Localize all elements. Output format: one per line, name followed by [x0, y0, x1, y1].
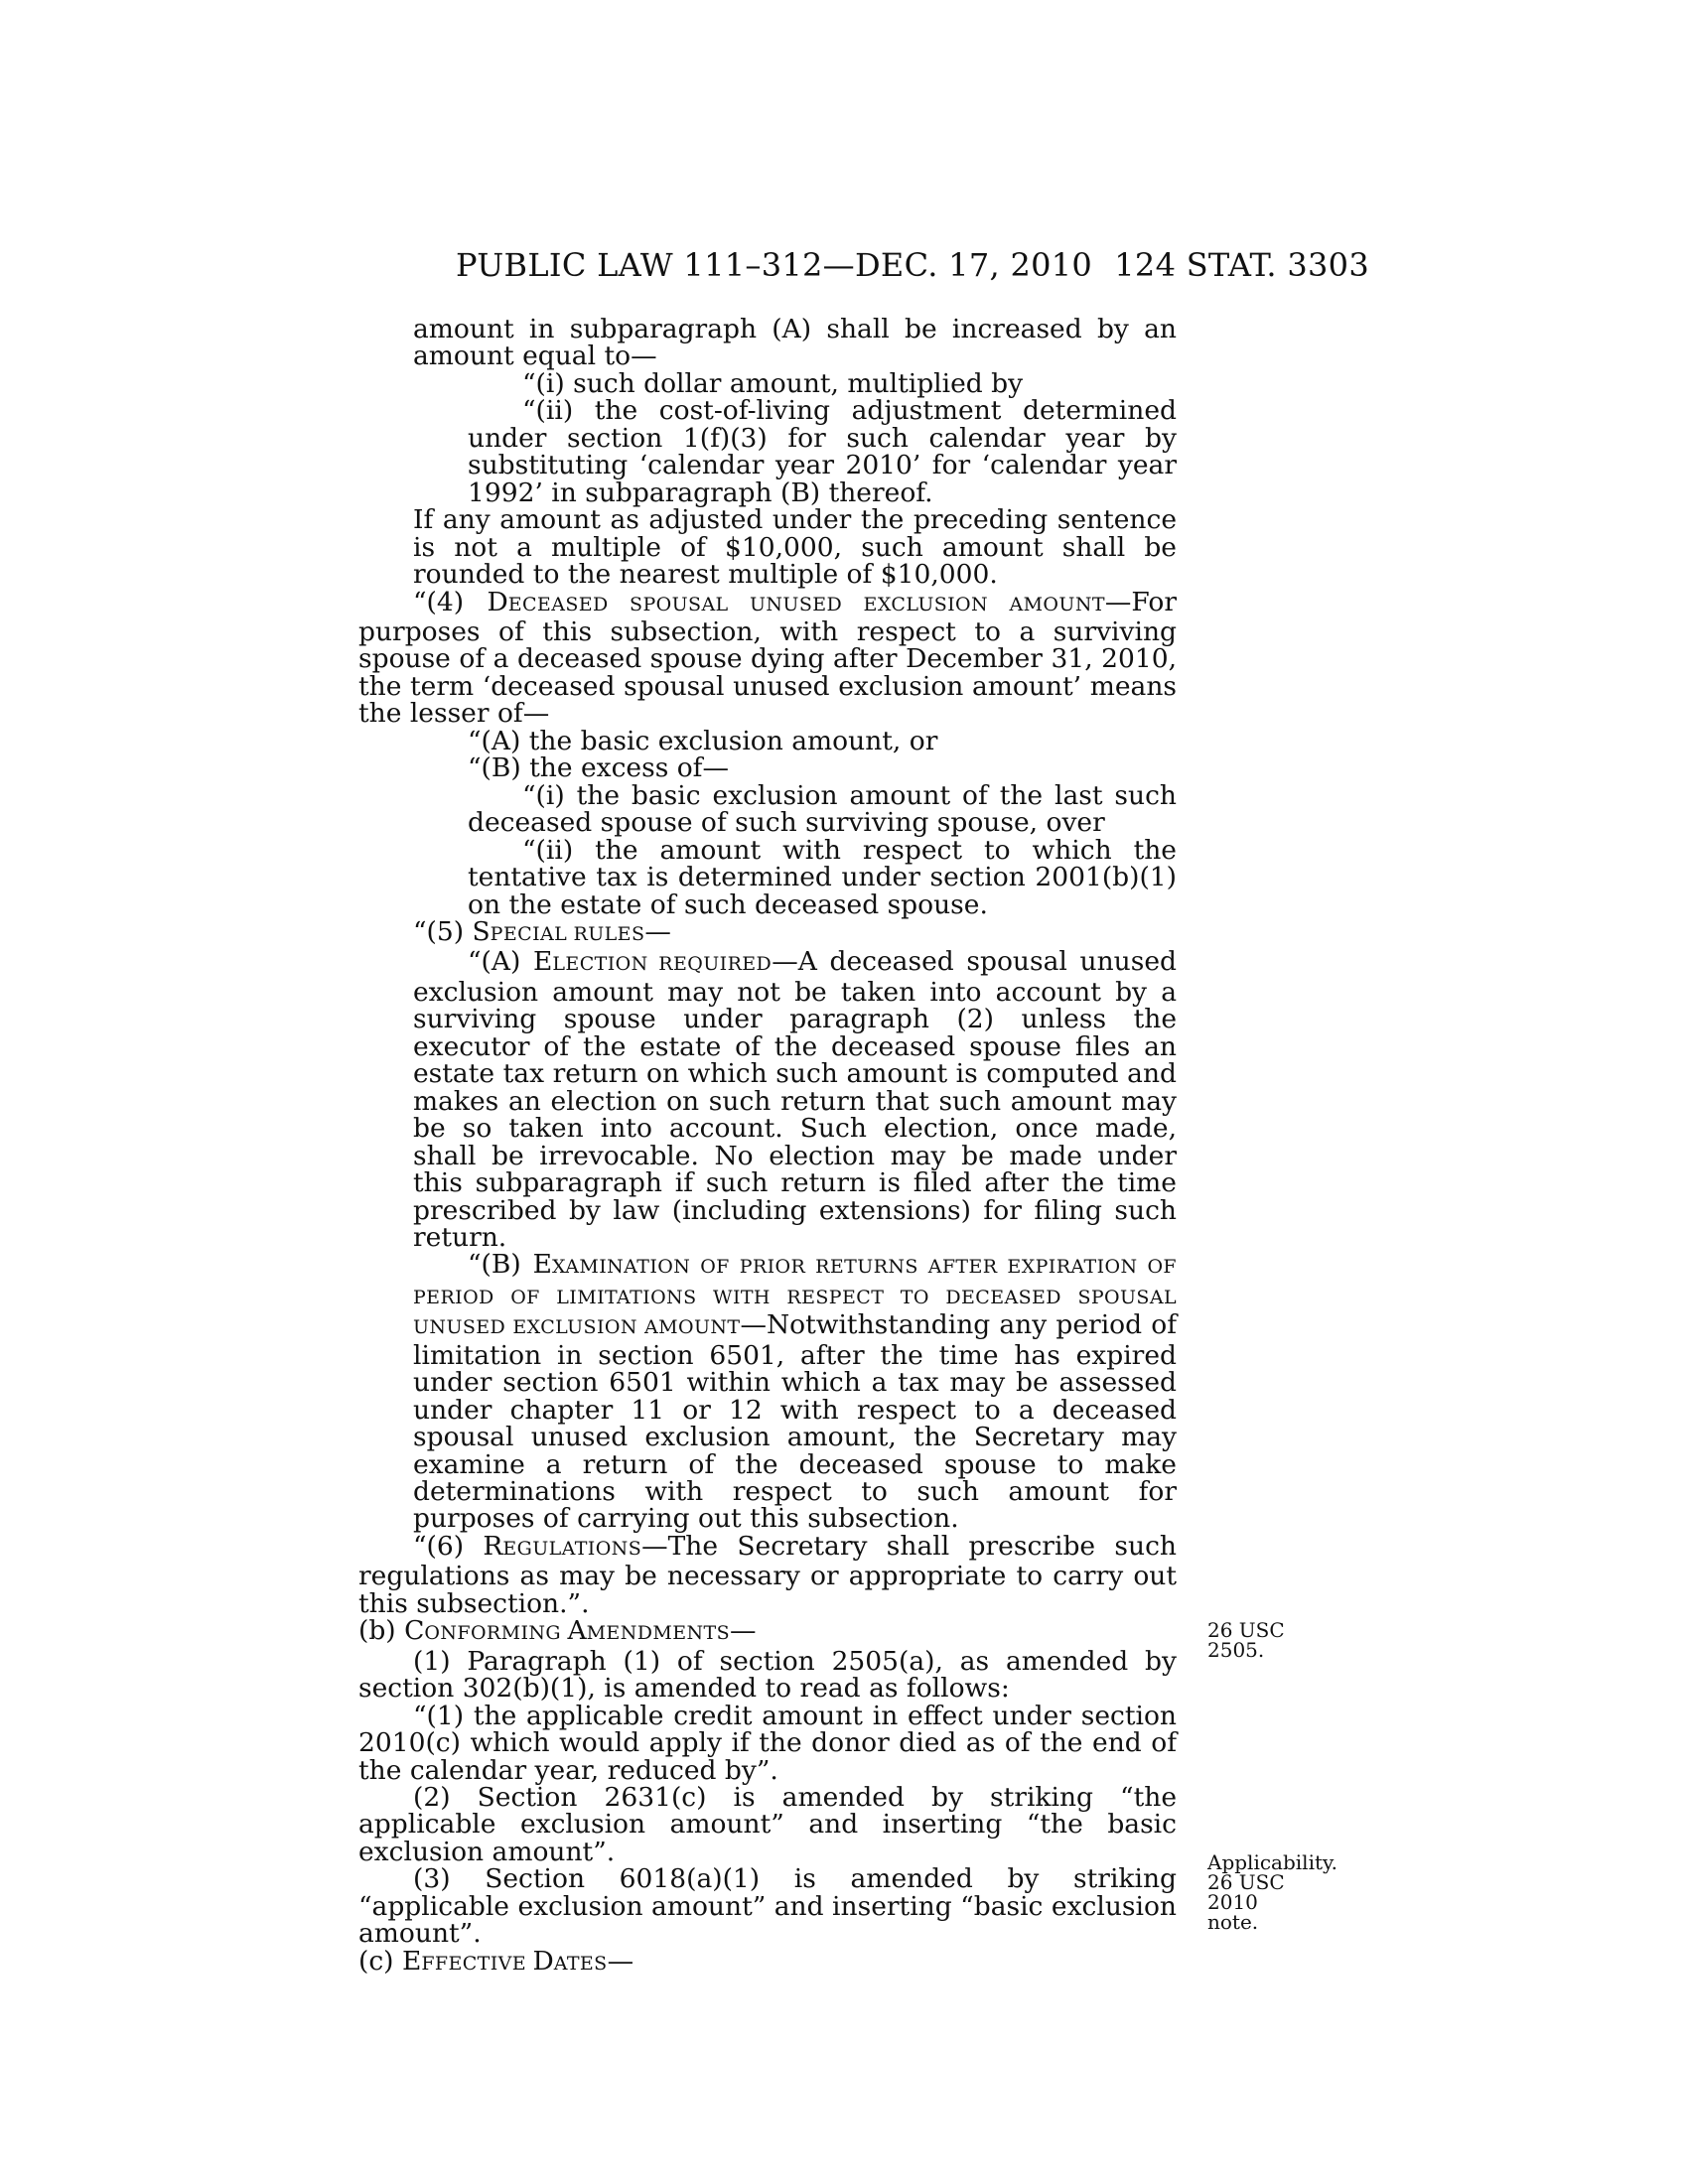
- paragraph: “(ii) the amount with respect to which the tentative tax is determined under section 2001(b)(1) on the estate of such deceased spouse.: [468, 834, 1177, 920]
- paragraph: “(A) the basic exclusion amount, or: [468, 725, 938, 756]
- section-5a: “(A) ELECTION REQUIRED—A deceased spousal unused exclusion amount may not be taken into account by a surviving spouse under paragraph (2) unless the executor of the estate of the deceased spouse files an estate tax return on which such amount is computed and makes an election on such return that such amount may be so taken into account. Such election, once made, shall be irrevocable. No election may be made under this subparagraph if such return is filed after the time prescribed by law (including extensions) for filing such return.: [413, 946, 1177, 1253]
- paragraph: “(i) the basic exclusion amount of the last such deceased spouse of such surviving spouse, over: [468, 779, 1177, 839]
- page-header: [456, 246, 1369, 286]
- stat-citation: 124 STAT. 3303: [1114, 246, 1369, 284]
- section-5: “(5) SPECIAL RULES—: [413, 915, 671, 947]
- subsection-c: (c) EFFECTIVE DATES—: [358, 1945, 634, 1977]
- margin-note-applicability: Applicability. 26 USC 2010 note.: [1207, 1850, 1337, 1934]
- law-title: PUBLIC LAW 111–312—DEC. 17, 2010: [456, 246, 1093, 284]
- section-6: “(6) REGULATIONS—The Secretary shall prescribe such regulations as may be necessary or appropriate to carry out this subsection.”.: [358, 1530, 1177, 1619]
- paragraph: “(1) the applicable credit amount in effect under section 2010(c) which would apply if the donor died as of the end of the calendar year, reduced by”.: [358, 1700, 1177, 1786]
- margin-note-usc-2505: 26 USC 2505.: [1207, 1618, 1285, 1662]
- section-4: “(4) DECEASED SPOUSAL UNUSED EXCLUSION AMOUNT—For purposes of this subsection, with respect to a surviving spouse of a deceased spouse dying after December 31, 2010, the term ‘deceased spousal unused exclusion amount’ means the lesser of—: [358, 586, 1177, 730]
- paragraph: “(ii) the cost-of-living adjustment determined under section 1(f)(3) for such calendar year by substituting ‘calendar year 2010’ for ‘calendar year 1992’ in subparagraph (B) thereof.: [468, 395, 1177, 508]
- paragraph: “(i) such dollar amount, multiplied by: [522, 367, 1024, 399]
- paragraph: (1) Paragraph (1) of section 2505(a), as amended by section 302(b)(1), is amended to read as follows:: [358, 1645, 1177, 1705]
- section-5b: “(B) EXAMINATION OF PRIOR RETURNS AFTER EXPIRATION OF PERIOD OF LIMITATIONS WITH RESPECT TO DECEASED SPOUSAL UNUSED EXCLUSION AMOUNT—Notwithstanding any period of limitation in section 6501, after the time has expired under section 6501 within which a tax may be assessed under chapter 11 or 12 with respect to a deceased spousal unused exclusion amount, the Secretary may examine a return of the deceased spouse to make determinations with respect to such amount for purposes of carrying out this subsection.: [413, 1249, 1178, 1535]
- paragraph: If any amount as adjusted under the preceding sentence is not a multiple of $10,000, such amount shall be rounded to the nearest multiple of $10,000.: [413, 504, 1177, 591]
- paragraph: (2) Section 2631(c) is amended by striking “the applicable exclusion amount” and inserting “the basic exclusion amount”.: [358, 1782, 1177, 1867]
- subsection-b: (b) CONFORMING AMENDMENTS—: [358, 1615, 757, 1647]
- paragraph: amount in subparagraph (A) shall be increased by an amount equal to—: [413, 314, 1177, 372]
- paragraph: “(B) the excess of—: [468, 752, 729, 784]
- statute-body: [358, 316, 1177, 1978]
- paragraph: (3) Section 6018(a)(1) is amended by striking “applicable exclusion amount” and inserting “basic exclusion amount”.: [358, 1863, 1177, 1950]
